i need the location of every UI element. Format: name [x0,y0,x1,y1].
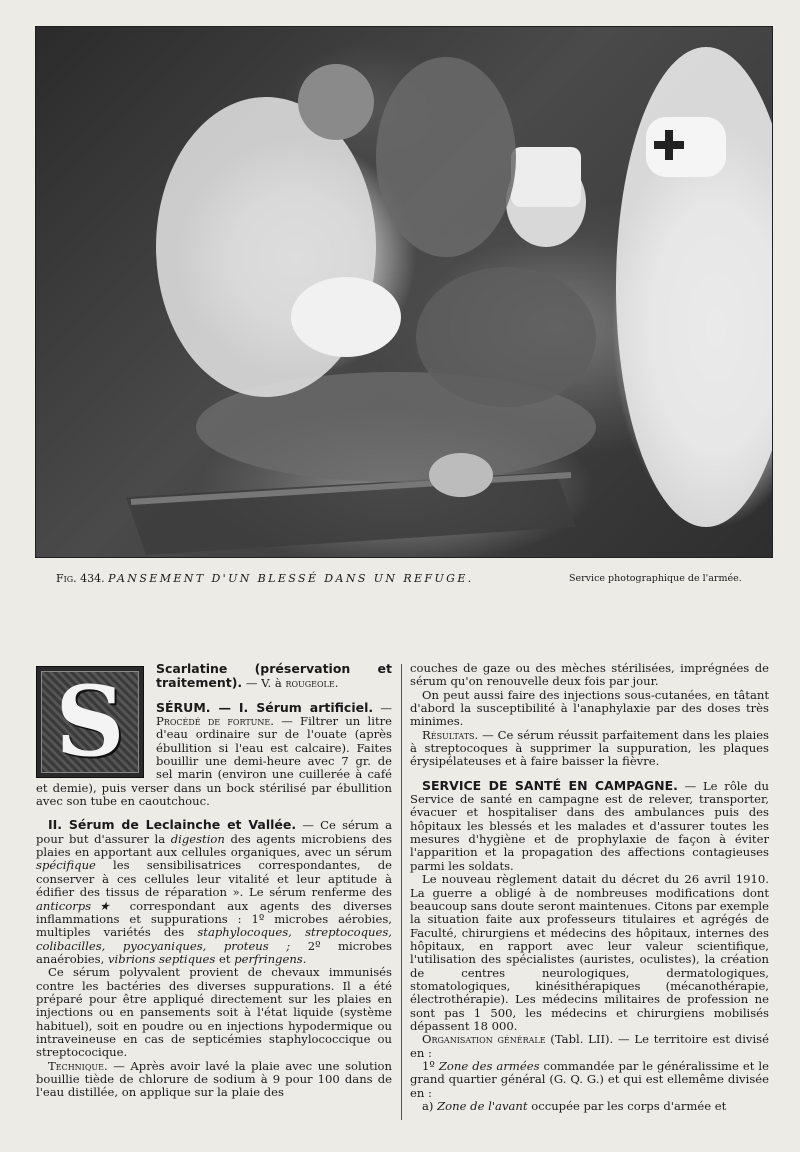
paragraph-injections: On peut aussi faire des injections sous-cutanées, en tâtant d'abord la susceptibilité à l'anaphylaxie par des doses très minimes. [410,687,769,729]
photo-illustration [36,27,772,557]
figure-photo [35,26,773,558]
paragraph-organisation: Organisation générale (Tabl. LII). — Le territoire est divisé en : [410,1032,769,1060]
figure-caption [56,572,756,585]
entry-serum-leclainche: II. Sérum de Leclainche et Vallée. — Ce sérum a pour but d'assurer la digestion des agents microbiens des plaies en apportant aux cellules organiques, avec un sérum spécifique les sensibilisatrices correspondantes, de conserver à ces cellules leur vitalité et leur aptitude à édifier des tissus de réparation ». Le sérum renferme des anticorps★ correspondant aux agents des diverses inflammations et suppurations : 1º microbes aérobies, multiples variétés des staphylocoques, streptocoques, colibacilles, pyocyaniques, proteus ; 2º microbes anaérobies, vibrions septiques et perfringens. [36,817,393,966]
paragraph-zone-armees: 1º Zone des armées commandée par le généralissime et le grand quartier général (G. Q. G.) et qui est ellemême divisée en : [410,1058,769,1100]
entry-heading: Scarlatine (préservation et traitement). [156,661,392,691]
entry-service-de-sante: SERVICE DE SANTÉ EN CAMPAGNE. — Le rôle du Service de santé en campagne est de relever, transporter, évacuer et hospitaliser dans des ambulances puis des hôpitaux les blessés et les malades et d'assurer toutes les mesures d'hygiène et de prophylaxie de façon à éviter l'apparition et la propagation des affections contagieuses parmi les soldats. [410,777,769,873]
paragraph-zone-avant: a) Zone de l'avant occupée par les corps d'armée et [422,1099,727,1113]
figure-number: Fig. 434. [56,572,105,585]
paragraph-resultats: Résultats. — Ce sérum réussit parfaitement dans les plaies à streptocoques à supprimer la suppuration, les plaques érysipélateuses et à faire baisser la fièvre. [410,727,769,769]
entry-serum-artificiel: SÉRUM. — I. Sérum artificiel. — Procédé de fortune. — Filtrer un litre d'eau ordinaire sur de l'ouate (après ébullition si l'eau est calcaire). Faites bouillir une demi-heure avec 7 gr. de sel marin (environ une cuillerée à café et demie), puis verser dans un bock stérilisé par ébullition avec son tube en caoutchouc. [36,699,393,809]
figure-credit: Service photographique de l'armée. [569,573,742,584]
entry-heading: II. Sérum de Leclainche et Vallée. [48,817,297,833]
ornamental-dropcap [36,666,144,778]
dropcap-letter: S [55,665,125,778]
column-divider [401,664,402,1120]
paragraph-serum-polyvalent: Ce sérum polyvalent provient de chevaux immunisés contre les bactéries des diverses suppurations. Il a été préparé pour être appliqué directement sur les plaies en injections ou en pansements soit à l'état liquide (système habituel), soit en poudre ou en injections hypodermique ou intraveineuse en cas de septicémies staphylococcique ou streptococique. [36,965,392,1060]
left-column [36,662,392,1100]
right-column [410,662,769,1113]
figure-title: PANSEMENT D'UN BLESSÉ DANS UN REFUGE. [108,572,474,585]
entry-heading: SERVICE DE SANTÉ EN CAMPAGNE. [422,777,678,793]
entry-scarlatine: Scarlatine (préservation et traitement). — V. à rougeole. [156,661,392,691]
entry-heading: SÉRUM. — I. Sérum artificiel. [156,699,374,715]
paragraph-technique: Technique. — Après avoir lavé la plaie avec une solution bouillie tiède de chlorure de sodium à 9 pour 100 dans de l'eau distillée, on applique sur la plaie des [36,1058,392,1100]
paragraph-reglement: Le nouveau règlement datait du décret du 26 avril 1910. La guerre a obligé à de nombreuses modifications dont beaucoup sans doute seront maintenues. Citons par exemple la situation faite aux professeurs titulaires et agrégés de Faculté, chirurgiens et médecins des hôpitaux, internes des hôpitaux, en rapport avec leur valeur scientifique, l'utilisation des spécialistes (auristes, oculistes), la création de centres neurologiques, dermatologiques, stomatologiques, kinésithérapiques (mécanothérapie, électrothérapie). Les médecins militaires de profession ne sont pas 1 500, les médecins et chirurgiens mobilisés dépassent 18 000. [410,872,769,1033]
paragraph-continuation: couches de gaze ou des mèches stérilisées, imprégnées de sérum qu'on renouvelle deux fois par jour. [410,661,769,689]
cross-reference-link: rougeole [285,676,335,691]
